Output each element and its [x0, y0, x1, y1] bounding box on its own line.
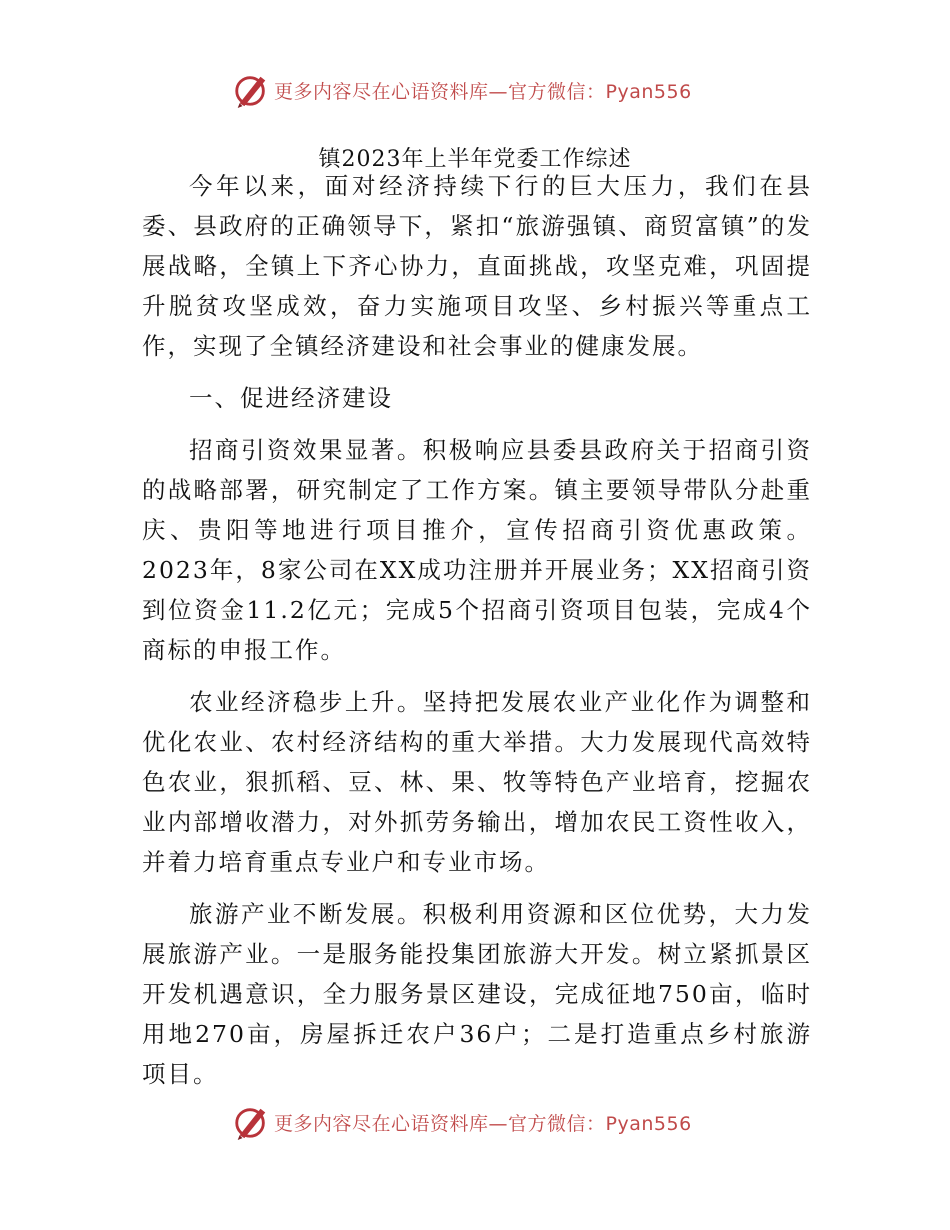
- document-body: [142, 166, 812, 1106]
- watermark-banner-top: [232, 70, 712, 110]
- pen-logo-icon: [232, 1103, 270, 1141]
- watermark-banner-bottom: [232, 1102, 712, 1142]
- pen-logo-icon: [232, 71, 270, 109]
- paragraph-investment: 招商引资效果显著。积极响应县委县政府关于招商引资的战略部署，研究制定了工作方案。镇主要领导带队分赴重庆、贵阳等地进行项目推介，宣传招商引资优惠政策。2023年，8家公司在XX成功注册并开展业务；XX招商引资到位资金11.2亿元；完成5个招商引资项目包装，完成4个商标的申报工作。: [142, 436, 812, 664]
- paragraph-intro: 今年以来，面对经济持续下行的巨大压力，我们在县委、县政府的正确领导下，紧扣“旅游强镇、商贸富镇”的发展战略，全镇上下齐心协力，直面挑战，攻坚克难，巩固提升脱贫攻坚成效，奋力实施项目攻坚、乡村振兴等重点工作，实现了全镇经济建设和社会事业的健康发展。: [142, 172, 812, 360]
- section-heading: 一、促进经济建设: [189, 384, 393, 412]
- paragraph-agriculture: 农业经济稳步上升。坚持把发展农业产业化作为调整和优化农业、农村经济结构的重大举措。大力发展现代高效特色农业，狠抓稻、豆、林、果、牧等特色产业培育，挖掘农业内部增收潜力，对外抓劳务输出，增加农民工资性收入，并着力培育重点专业户和专业市场。: [142, 688, 812, 876]
- document-title: 镇2023年上半年党委工作综述: [318, 147, 632, 172]
- paragraph-tourism: 旅游产业不断发展。积极利用资源和区位优势，大力发展旅游产业。一是服务能投集团旅游大开发。树立紧抓景区开发机遇意识，全力服务景区建设，完成征地750亩，临时用地270亩，房屋拆迁农户36户；二是打造重点乡村旅游项目。: [142, 900, 812, 1088]
- watermark-text: 更多内容尽在心语资料库—官方微信：Pyan556: [274, 80, 692, 103]
- watermark-text: 更多内容尽在心语资料库—官方微信：Pyan556: [274, 1112, 692, 1135]
